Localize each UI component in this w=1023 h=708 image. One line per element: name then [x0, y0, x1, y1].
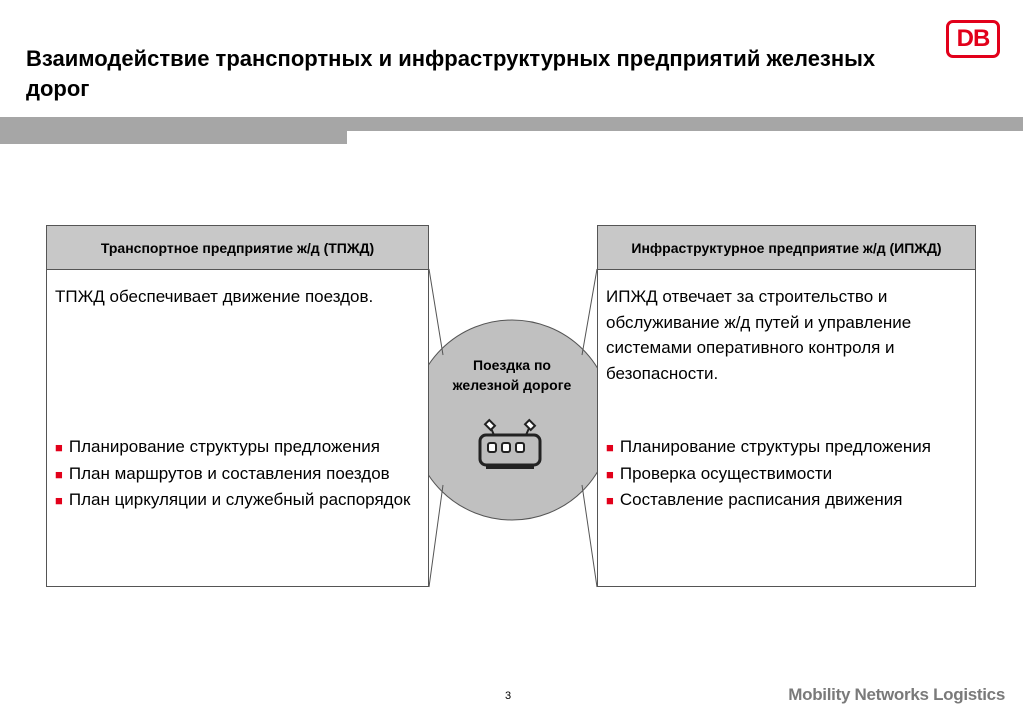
bullet-icon: ■	[606, 440, 614, 455]
tpzhd-header: Транспортное предприятие ж/д (ТПЖД)	[47, 226, 428, 270]
list-item: ■ Проверка осуществимости	[606, 463, 833, 483]
list-item: ■ Составление расписания движения	[606, 490, 903, 509]
page-title: Взаимодействие транспортных и инфраструктурных предприятий железных дорог	[26, 46, 876, 101]
list-item: ■ План циркуляции и служебный распорядок	[55, 490, 411, 509]
bullet-icon: ■	[55, 466, 63, 482]
list-item: ■ Планирование структуры предложения	[606, 437, 931, 456]
center-label: Поездка по железной дороге	[452, 357, 572, 393]
footer-brand: Mobility Networks Logistics	[788, 685, 1005, 704]
tpzhd-panel	[46, 225, 429, 587]
ipzhd-panel	[597, 225, 976, 587]
tpzhd-bullet-list	[55, 434, 420, 514]
list-item: ■ Планирование структуры предложения	[55, 437, 380, 456]
bullet-icon: ■	[55, 493, 63, 508]
bullet-icon: ■	[606, 493, 614, 508]
ipzhd-header: Инфраструктурное предприятие ж/д (ИПЖД)	[598, 226, 975, 270]
db-logo: DB	[946, 20, 1000, 58]
ipzhd-intro: ИПЖД отвечает за строительство и обслуживание ж/д путей и управление системами оперативного контроля и безопасности.	[606, 287, 912, 383]
bullet-icon: ■	[55, 440, 63, 455]
tpzhd-intro: ТПЖД обеспечивает движение поездов.	[55, 287, 374, 306]
list-item: ■ План маршрутов и составления поездов	[55, 463, 390, 483]
ipzhd-bullet-list	[606, 434, 967, 514]
page-number: 3	[505, 690, 512, 702]
bullet-icon: ■	[606, 466, 614, 482]
